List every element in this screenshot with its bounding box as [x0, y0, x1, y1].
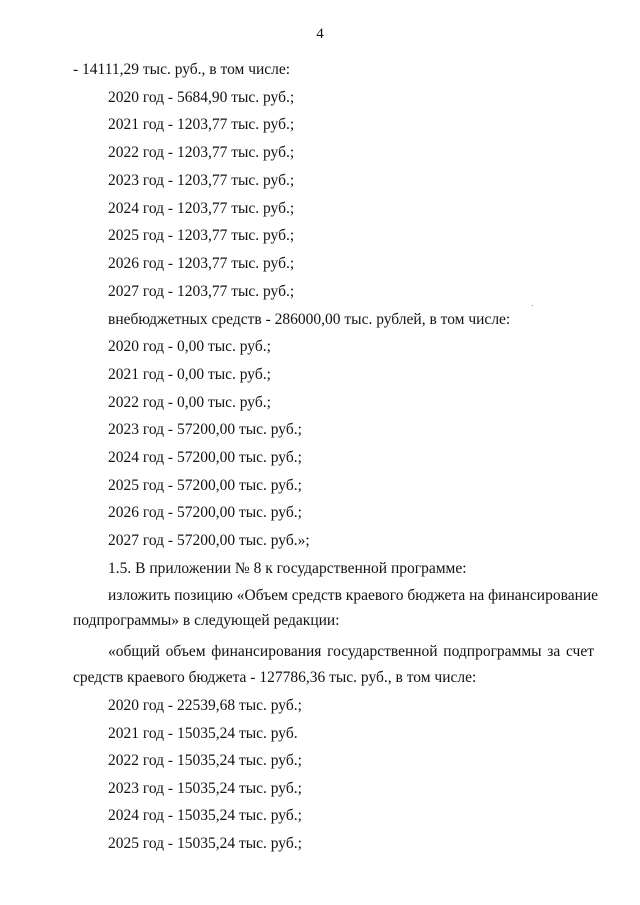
text-line: «общий объем финансирования государственной подпрограммы за счет [108, 643, 594, 660]
text-line: 2021 год - 1203,77 тыс. руб.; [108, 116, 295, 133]
text-line: 2023 год - 57200,00 тыс. руб.; [108, 421, 302, 438]
text-line: 2024 год - 1203,77 тыс. руб.; [108, 200, 295, 217]
text-line: 2022 год - 0,00 тыс. руб.; [108, 394, 271, 411]
text-line: 2026 год - 1203,77 тыс. руб.; [108, 255, 295, 272]
text-line: 2027 год - 1203,77 тыс. руб.; [108, 283, 295, 300]
text-line: 2024 год - 15035,24 тыс. руб.; [108, 807, 302, 824]
scan-speck [532, 305, 533, 306]
text-line: 2025 год - 15035,24 тыс. руб.; [108, 835, 302, 852]
text-line: 2023 год - 15035,24 тыс. руб.; [108, 780, 302, 797]
text-line: 2027 год - 57200,00 тыс. руб.»; [108, 532, 310, 549]
text-line: 2024 год - 57200,00 тыс. руб.; [108, 449, 302, 466]
text-line: 2021 год - 0,00 тыс. руб.; [108, 366, 271, 383]
text-line: средств краевого бюджета - 127786,36 тыс. руб., в том числе: [73, 669, 477, 686]
text-line: - 14111,29 тыс. руб., в том числе: [73, 61, 291, 78]
text-line: 2020 год - 5684,90 тыс. руб.; [108, 89, 295, 106]
text-line: 2026 год - 57200,00 тыс. руб.; [108, 504, 302, 521]
text-line: 1.5. В приложении № 8 к государственной программе: [108, 560, 467, 577]
text-line: 2023 год - 1203,77 тыс. руб.; [108, 172, 295, 189]
text-line: 2020 год - 0,00 тыс. руб.; [108, 338, 271, 355]
text-line: внебюджетных средств - 286000,00 тыс. рублей, в том числе: [108, 311, 511, 328]
text-line: изложить позицию «Объем средств краевого бюджета на финансирование [108, 587, 599, 604]
text-line: 2025 год - 57200,00 тыс. руб.; [108, 477, 302, 494]
text-line: 2020 год - 22539,68 тыс. руб.; [108, 697, 302, 714]
text-line: 2022 год - 1203,77 тыс. руб.; [108, 144, 295, 161]
text-line: 2022 год - 15035,24 тыс. руб.; [108, 752, 302, 769]
text-line: 2025 год - 1203,77 тыс. руб.; [108, 227, 295, 244]
text-line: 2021 год - 15035,24 тыс. руб. [108, 725, 298, 742]
page-number: 4 [316, 26, 324, 42]
text-line: подпрограммы» в следующей редакции: [73, 612, 340, 629]
